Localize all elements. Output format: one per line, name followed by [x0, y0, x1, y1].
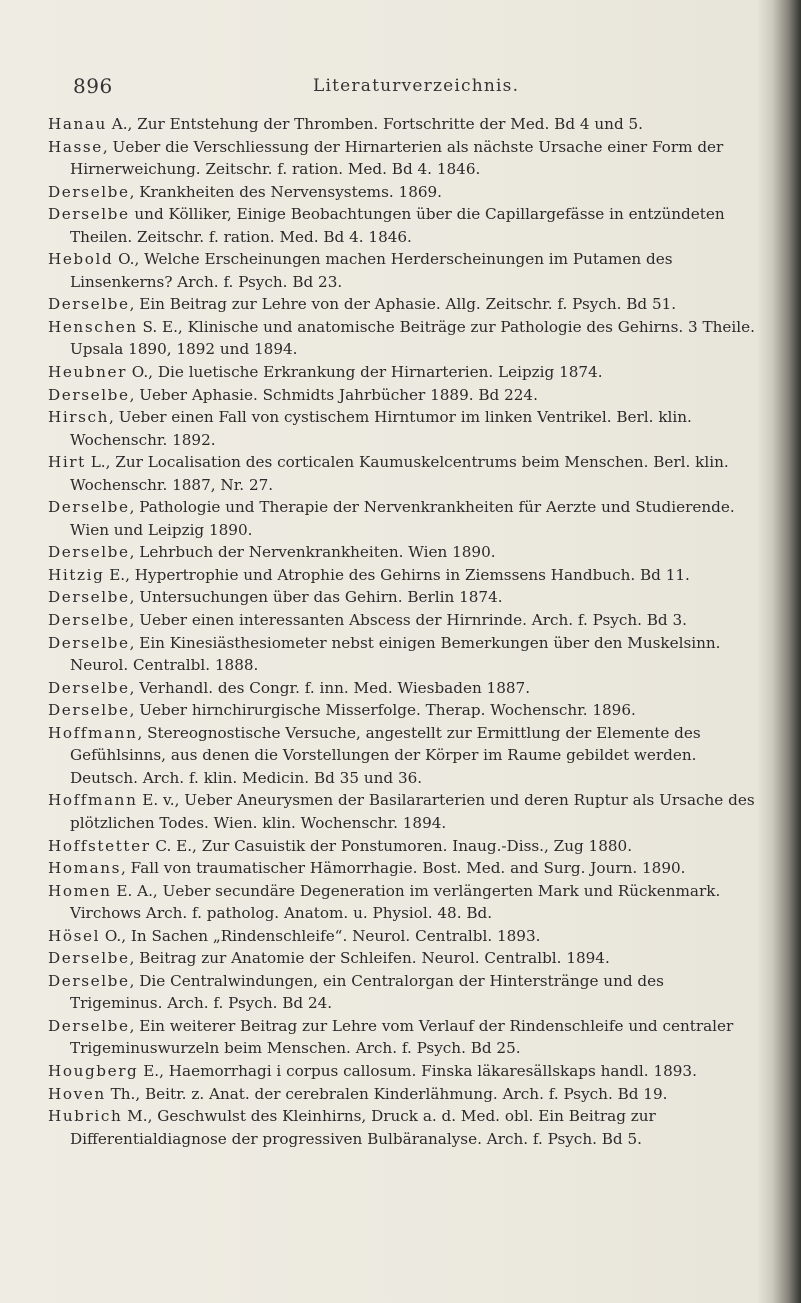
entry-author: Hebold: [48, 250, 114, 269]
running-head: Literaturverzeichnis.: [313, 76, 520, 96]
entry-author: Hasse: [48, 137, 103, 156]
entry-author: Derselbe: [48, 971, 130, 990]
entry-text: , Krankheiten des Nervensystems. 1869.: [129, 182, 443, 201]
bibliography-entry: [48, 181, 760, 204]
bibliography-entry: [48, 857, 760, 880]
entry-text: E. A., Ueber secundäre Degeneration im verlängerten Mark und Rückenmark. Virchows Arch. f. patholog. Anatom. u. Physiol. 48. Bd.: [70, 881, 721, 923]
entry-text: A., Zur Entstehung der Thromben. Fortschritte der Med. Bd 4 und 5.: [106, 115, 643, 133]
bibliography-entry: [48, 1015, 760, 1060]
entry-text: und Kölliker, Einige Beobachtungen über die Capillargefässe in entzündeten Theilen. Zeitschr. f. ration. Med. Bd 4. 1846.: [70, 205, 725, 246]
entry-author: Derselbe: [48, 949, 130, 968]
entry-author: Derselbe: [48, 295, 130, 314]
entry-text: , Lehrbuch der Nervenkrankheiten. Wien 1890.: [129, 543, 496, 562]
entry-text: , Pathologie und Therapie der Nervenkrankheiten für Aerzte und Studierende. Wien und Leipzig 1890.: [70, 498, 735, 539]
bibliography-entry: [48, 677, 760, 700]
bibliography-entry: [48, 970, 760, 1015]
bibliography-entry: [48, 835, 760, 858]
page-edge-shadow: [757, 0, 801, 1303]
bibliography-entry: [48, 925, 760, 948]
entry-author: Hirt: [48, 453, 86, 472]
entry-text: E. v., Ueber Aneurysmen der Basilararterien und deren Ruptur als Ursache des plötzlichen Todes. Wien. klin. Wochenschr. 1894.: [70, 791, 755, 832]
bibliography-entry: [48, 586, 760, 609]
bibliography-entry: [48, 1105, 760, 1150]
bibliography-entry: [48, 722, 760, 790]
entry-text: E., Hypertrophie und Atrophie des Gehirns in Ziemssens Handbuch. Bd 11.: [104, 565, 690, 584]
entry-text: O., Welche Erscheinungen machen Herderscheinungen im Putamen des Linsenkerns? Arch. f. Psych. Bd 23.: [70, 250, 673, 291]
bibliography-entry: [48, 248, 760, 293]
entry-text: , Ein Beitrag zur Lehre von der Aphasie. Allg. Zeitschr. f. Psych. Bd 51.: [129, 295, 677, 314]
entry-author: Hirsch: [48, 408, 110, 427]
entry-text: , Ueber die Verschliessung der Hirnarterien als nächste Ursache einer Form der Hirnerweichung. Zeitschr. f. ration. Med. Bd 4. 1846.: [70, 137, 724, 179]
entry-author: Hösel: [48, 926, 101, 945]
bibliography-entry: [48, 1060, 760, 1083]
entry-author: Hoven: [48, 1084, 106, 1103]
entry-text: , Beitrag zur Anatomie der Schleifen. Neurol. Centralbl. 1894.: [129, 949, 610, 968]
entry-author: Derselbe: [48, 633, 130, 652]
entry-text: , Ueber einen interessanten Abscess der Hirnrinde. Arch. f. Psych. Bd 3.: [129, 611, 687, 630]
bibliography-entry: [48, 564, 760, 587]
bibliography-entry: [48, 384, 760, 407]
entry-author: Hoffstetter: [48, 836, 151, 855]
entry-author: Derselbe: [48, 611, 130, 630]
bibliography-entry: [48, 699, 760, 722]
bibliography-entry: [48, 316, 760, 361]
bibliography-entry: [48, 293, 760, 316]
entry-author: Heubner: [48, 363, 127, 382]
bibliography-entry: [48, 609, 760, 632]
entry-text: , Verhandl. des Congr. f. inn. Med. Wiesbaden 1887.: [129, 678, 531, 697]
bibliography-list: [48, 113, 760, 1150]
entry-author: Hitzig: [48, 565, 105, 584]
entry-text: S. E., Klinische und anatomische Beiträge zur Pathologie des Gehirns. 3 Theile. Upsala 1890, 1892 und 1894.: [70, 317, 755, 359]
bibliography-entry: [48, 406, 760, 451]
entry-author: Hoffmann: [48, 791, 138, 810]
bibliography-entry: [48, 136, 760, 181]
entry-text: , Ein weiterer Beitrag zur Lehre vom Verlauf der Rindenschleife und centraler Trigeminuswurzeln beim Menschen. Arch. f. Psych. Bd 25.: [70, 1016, 734, 1058]
bibliography-entry: [48, 789, 760, 834]
entry-text: , Ueber Aphasie. Schmidts Jahrbücher 1889. Bd 224.: [129, 385, 538, 404]
entry-author: Henschen: [48, 317, 138, 336]
entry-author: Homans: [48, 859, 122, 878]
bibliography-entry: [48, 880, 760, 925]
entry-text: M., Geschwulst des Kleinhirns, Druck a. d. Med. obl. Ein Beitrag zur Differentialdiagnose der progressiven Bulbäranalyse. Arch. f. Psych. Bd 5.: [70, 1107, 656, 1148]
entry-author: Derselbe: [48, 701, 130, 720]
entry-text: E., Haemorrhagi i corpus callosum. Finska läkaresällskaps handl. 1893.: [138, 1061, 697, 1080]
entry-text: C. E., Zur Casuistik der Ponstumoren. Inaug.-Diss., Zug 1880.: [150, 836, 633, 855]
entry-text: , Ueber einen Fall von cystischem Hirntumor im linken Ventrikel. Berl. klin. Wochenschr. 1892.: [70, 408, 692, 449]
entry-author: Derselbe: [48, 1016, 130, 1035]
bibliography-entry: [48, 1083, 760, 1106]
entry-author: Hoffmann: [48, 723, 138, 742]
entry-text: , Die Centralwindungen, ein Centralorgan der Hinterstränge und des Trigeminus. Arch. f. Psych. Bd 24.: [70, 971, 664, 1013]
bibliography-entry: [48, 496, 760, 541]
entry-author: Derselbe: [48, 182, 130, 201]
bibliography-entry: [48, 113, 760, 136]
entry-author: Homen: [48, 881, 112, 900]
entry-text: , Untersuchungen über das Gehirn. Berlin 1874.: [129, 588, 503, 607]
entry-author: Derselbe: [48, 678, 130, 697]
entry-author: Derselbe: [48, 385, 130, 404]
entry-text: , Stereognostische Versuche, angestellt zur Ermittlung der Elemente des Gefühlsinns, aus denen die Vorstellungen der Körper im Raume gebildet werden. Deutsch. Arch. f. klin. Medicin. Bd 35 und 36.: [70, 723, 701, 787]
entry-author: Derselbe: [48, 205, 130, 224]
bibliography-entry: [48, 541, 760, 564]
page-number: 896: [73, 74, 113, 98]
entry-text: O., In Sachen „Rindenschleife“. Neurol. Centralbl. 1893.: [100, 926, 541, 945]
bibliography-entry: [48, 632, 760, 677]
entry-author: Hubrich: [48, 1107, 123, 1126]
entry-author: Derselbe: [48, 588, 130, 607]
entry-text: Th., Beitr. z. Anat. der cerebralen Kinderlähmung. Arch. f. Psych. Bd 19.: [105, 1084, 668, 1103]
entry-text: L., Zur Localisation des corticalen Kaumuskelcentrums beim Menschen. Berl. klin. Wochenschr. 1887, Nr. 27.: [70, 453, 729, 494]
bibliography-entry: [48, 947, 760, 970]
bibliography-entry: [48, 361, 760, 384]
entry-author: Hanau: [48, 115, 107, 133]
page-header: [0, 74, 752, 104]
entry-author: Hougberg: [48, 1061, 139, 1080]
entry-text: , Ueber hirnchirurgische Misserfolge. Therap. Wochenschr. 1896.: [129, 701, 636, 720]
bibliography-entry: [48, 203, 760, 248]
bibliography-entry: [48, 451, 760, 496]
entry-author: Derselbe: [48, 543, 130, 562]
entry-text: , Ein Kinesiästhesiometer nebst einigen Bemerkungen über den Muskelsinn. Neurol. Centralbl. 1888.: [70, 633, 721, 675]
entry-text: , Fall von traumatischer Hämorrhagie. Bost. Med. and Surg. Journ. 1890.: [121, 859, 686, 878]
entry-author: Derselbe: [48, 498, 130, 517]
entry-text: O., Die luetische Erkrankung der Hirnarterien. Leipzig 1874.: [126, 363, 603, 382]
